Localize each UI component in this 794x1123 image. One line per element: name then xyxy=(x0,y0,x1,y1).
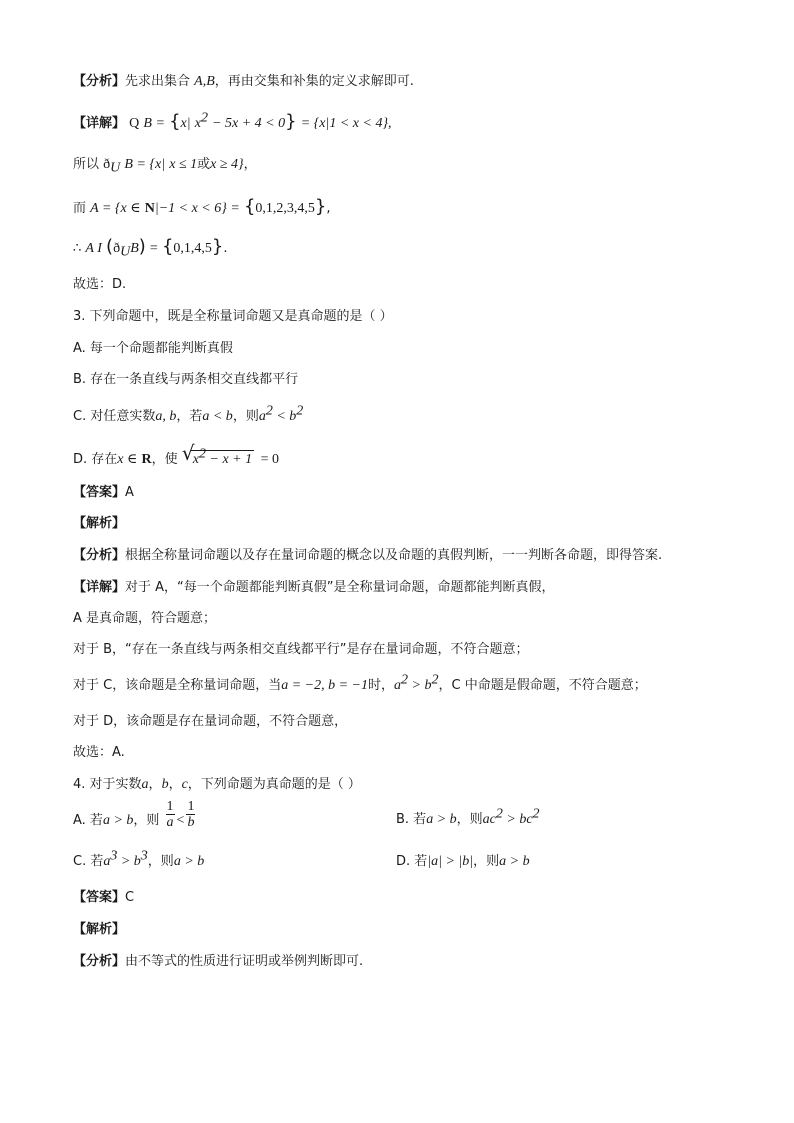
q4-title: 4. 对于实数a，b，c，下列命题为真命题的是（ ） xyxy=(73,777,361,792)
detail-line-4: ∴ A I $(ð_UB) = \{0,1,4,5\}$. xyxy=(73,236,228,260)
detail-line-1: 【详解】 Q B = {x| $x^2 - 5x + 4 < 0\} = \{x|1 < x < 4\}$, xyxy=(73,110,392,132)
q3-option-d: D. 存在x ∈ R，使 √ $x^2 - x + 1 = 0$ xyxy=(73,441,280,467)
analysis-line-1: 【分析】先求出集合 A,B，再由交集和补集的定义求解即可. xyxy=(73,74,414,89)
q3-detail-5: 对于 D，该命题是存在量词命题，不符合题意， xyxy=(73,714,348,729)
q3-option-c: C. 对任意实数a, b，若a < b，则$a^2 < b^2$ xyxy=(73,403,304,424)
sqrt-symbol: √ $x^2 - x + 1$ xyxy=(181,441,253,467)
q3-title: 3. 下列命题中，既是全称量词命题又是真命题的是（ ） xyxy=(73,309,393,324)
q3-option-b: B. 存在一条直线与两条相交直线都平行 xyxy=(73,372,299,387)
q3-answer: 【答案】A xyxy=(73,485,134,500)
q4-answer: 【答案】C xyxy=(73,890,135,905)
q4-option-b: B. 若a > b，则$ac^2 > bc^2$ xyxy=(396,806,540,827)
q3-detail-3: 对于 B，“存在一条直线与两条相交直线都平行”是存在量词命题，不符合题意； xyxy=(73,642,529,657)
q4-jiexi: 【解析】 xyxy=(73,922,126,937)
q3-analysis: 【分析】根据全称量词命题以及存在量词命题的概念以及命题的真假判断，一一判断各命题，即得答案. xyxy=(73,548,663,563)
q3-detail-1: 【详解】对于 A，“每一个命题都能判断真假”是全称量词命题，命题都能判断真假， xyxy=(73,580,555,595)
q3-detail-2: A 是真命题，符合题意； xyxy=(73,611,217,626)
detail-line-2: 所以 $ð_U$ B = {x| x ≤ 1或x ≥ 4}， xyxy=(73,157,257,176)
detail-line-3: 而 A = {x ∈ N|−1 < x < 6} = {0,1,2,3,4,5}, xyxy=(73,196,331,217)
q4-option-a: A. 若a > b，则 $\frac{1}{a}$ < $\frac{1}{b}$ xyxy=(73,799,195,830)
q4-option-d: D. 若|a| > |b|，则a > b xyxy=(396,854,530,869)
fraction-1-over-a: $\frac{1}{a}$ xyxy=(166,799,174,830)
choose-d: 故选：D. xyxy=(73,277,127,292)
q3-choose: 故选：A. xyxy=(73,745,125,760)
fraction-1-over-b: $\frac{1}{b}$ xyxy=(187,799,195,830)
q4-option-c: C. 若$a^3 > b^3$，则a > b xyxy=(73,848,205,869)
q3-detail-4: 对于 C，该命题是全称量词命题，当a = −2, b = −1时，$a^2 > b^2$，C 中命题是假命题，不符合题意； xyxy=(73,672,647,693)
q3-jiexi: 【解析】 xyxy=(73,516,126,531)
q3-option-a: A. 每一个命题都能判断真假 xyxy=(73,341,233,356)
q4-analysis: 【分析】由不等式的性质进行证明或举例判断即可. xyxy=(73,954,364,969)
